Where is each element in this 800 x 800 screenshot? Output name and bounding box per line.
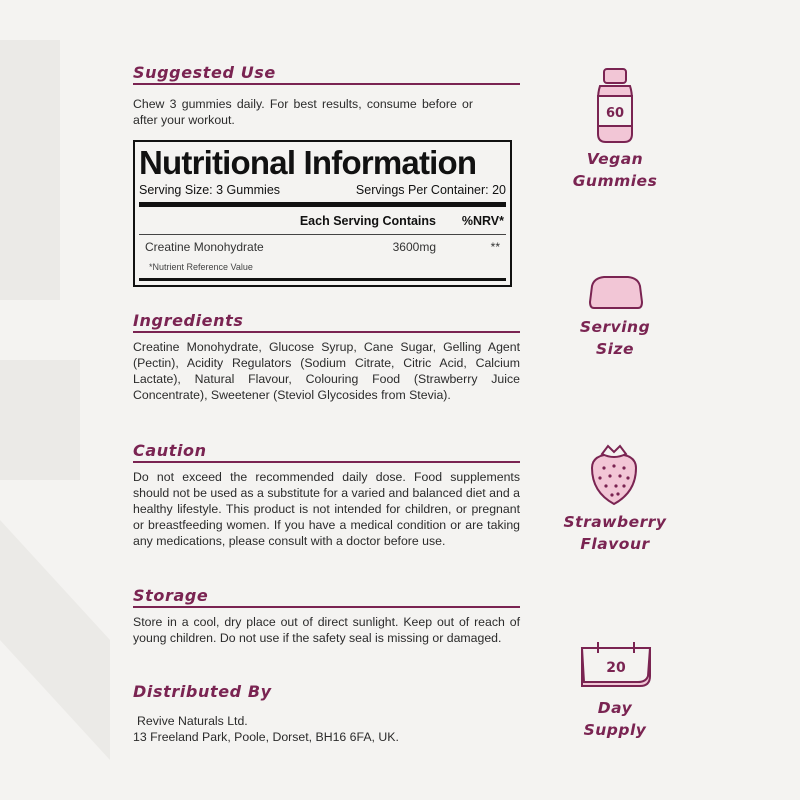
serving-size-label [560, 316, 670, 360]
distributor-company: Revive Naturals Ltd. [137, 714, 248, 728]
calendar-icon [578, 640, 654, 690]
nutrient-amount: 3600mg [392, 240, 436, 254]
serving-line2: Size [595, 340, 634, 358]
background-watermark [0, 0, 140, 800]
nutrition-divider-thin [139, 234, 506, 235]
serving-line1: Serving [579, 318, 651, 336]
distributor-address: 13 Freeland Park, Poole, Dorset, BH16 6FA, UK. [133, 730, 399, 744]
gummy-icon [586, 272, 646, 312]
vegan-line1: Vegan [586, 150, 644, 168]
nutrition-panel [133, 140, 512, 287]
each-serving-header: Each Serving Contains [299, 214, 436, 228]
nutrient-name: Creatine Monohydrate [145, 240, 264, 254]
suggested-use-heading: Suggested Use [133, 63, 520, 85]
strawberry-icon [586, 442, 642, 506]
strawberry-flavour-label [550, 511, 680, 555]
nutrition-divider-bottom [139, 278, 506, 281]
nutrition-title: Nutritional Information [139, 146, 477, 180]
flavour-line2: Flavour [580, 535, 650, 553]
nutrition-footnote: *Nutrient Reference Value [149, 262, 253, 272]
flavour-line1: Strawberry [563, 513, 667, 531]
vegan-line2: Gummies [572, 172, 658, 190]
ingredients-heading: Ingredients [133, 311, 520, 333]
nrv-header: %NRV* [461, 214, 504, 228]
supply-line1: Day [597, 699, 633, 717]
servings-per-container: Servings Per Container: 20 [355, 183, 506, 197]
distributed-by-heading: Distributed By [133, 682, 272, 701]
bottle-icon [590, 66, 640, 146]
serving-size: Serving Size: 3 Gummies [139, 183, 281, 197]
day-supply-label [560, 697, 670, 741]
supply-line2: Supply [583, 721, 647, 739]
calendar-days: 20 [606, 660, 626, 676]
nutrient-nrv: ** [490, 240, 500, 254]
vegan-gummies-label [560, 148, 670, 192]
caution-text: Do not exceed the recommended daily dose. Food supplements should not be used as a substitute for a varied and balanced diet and a healthy lifestyle. This product is not intended for children, or pregnant or breastfeeding women. If you have a medical condition or are taking any medications, please consult with a doctor before use. [133, 470, 520, 548]
bottle-count: 60 [605, 106, 625, 121]
nutrition-divider-thick [139, 202, 506, 207]
suggested-use-text: Chew 3 gummies daily. For best results, consume before or after your workout. [133, 97, 473, 127]
storage-heading: Storage [133, 586, 520, 608]
storage-text: Store in a cool, dry place out of direct sunlight. Keep out of reach of young children. Do not use if the safety seal is missing or damaged. [133, 615, 520, 645]
serving-info-row [139, 183, 506, 197]
caution-heading: Caution [133, 441, 520, 463]
ingredients-text: Creatine Monohydrate, Glucose Syrup, Cane Sugar, Gelling Agent (Pectin), Acidity Regulators (Sodium Citrate, Citric Acid, Calcium Lactate), Natural Flavour, Colouring Food (Strawberry Juice Concentrate), Sweetener (Steviol Glycosides from Stevia). [133, 340, 520, 402]
